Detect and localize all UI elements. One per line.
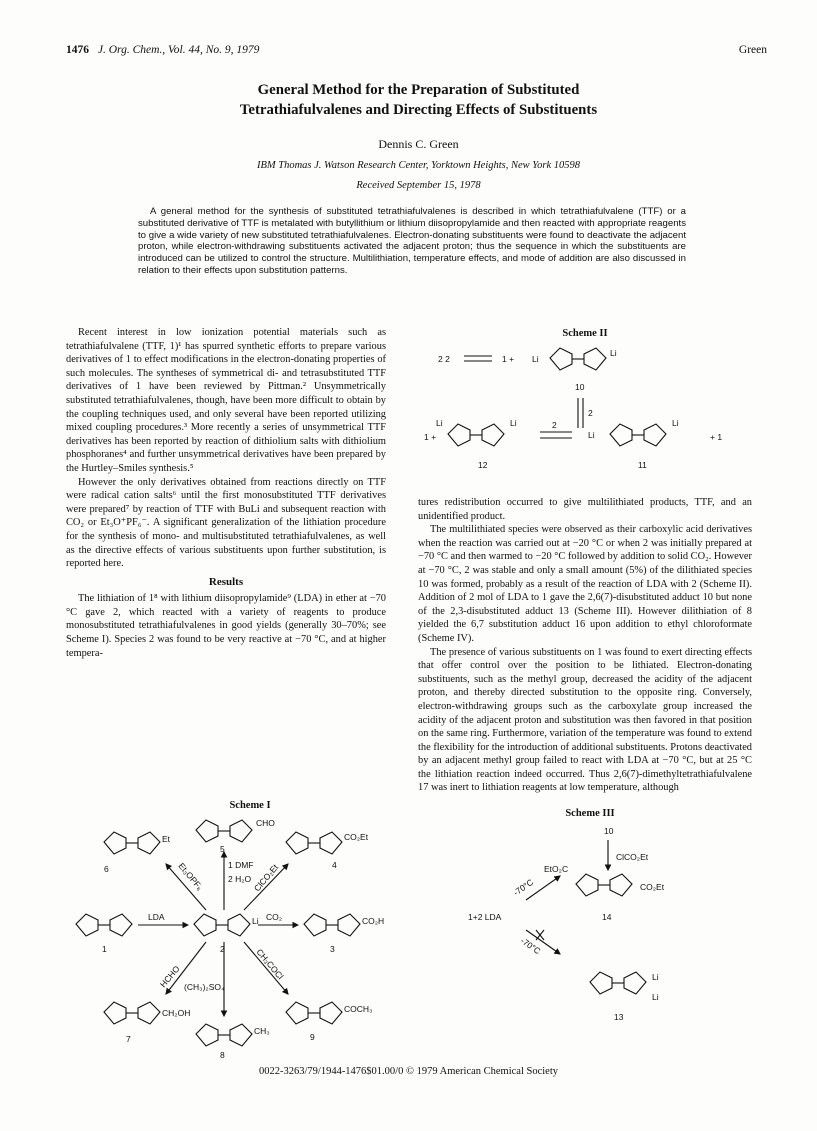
label-temp-1: -70°C xyxy=(511,876,536,898)
label-co2: CO₂ xyxy=(266,912,283,922)
label-clco2et: ClCO₂Et xyxy=(251,862,281,894)
compound-3: 3 xyxy=(330,944,335,954)
footer-copyright: 0022-3263/79/1944-1476$01.00/0 © 1979 American Chemical Society xyxy=(258,1066,559,1077)
ttf-8 xyxy=(196,1024,252,1046)
left-column xyxy=(66,326,386,660)
compound-2: 2 xyxy=(220,944,225,954)
received-date: Received September 15, 1978 xyxy=(356,180,481,191)
title-line-2: Tetrathiafulvalenes and Directing Effects of Substituents xyxy=(239,102,598,118)
paragraph-derivatives: However the only derivatives obtained from reactions directly on TTF were radical cation salts⁶ until the first monosubstituted TTF derivatives were prepared⁷ by reaction of TTF with BuLi and subsequent reaction with CO₂ or Et₃O⁺PF₆⁻. A significant generalization of the lithiation procedure for the synthesis of mono- and multisubstituted tetrathiafulvalenes, as well as the directive effects of various substituents upon further substitution, is reported here. xyxy=(66,476,386,570)
scheme-3-title: Scheme III xyxy=(565,808,615,819)
label-li: Li xyxy=(610,348,617,358)
label-arrow-2: 2 xyxy=(588,408,593,418)
compound-10: 10 xyxy=(604,826,614,836)
ttf-11 xyxy=(610,424,666,446)
compound-12: 12 xyxy=(478,460,488,470)
label-2-2: 2 2 xyxy=(438,354,450,364)
paragraph-intro: Recent interest in low ionization potential materials such as tetrathiafulvalene (TTF, 1)¹ has spurred synthetic efforts to prepare various derivatives of 1 to effect modifications in the electron-donating properties of such molecules. The syntheses of symmetrical di- and tetrasubstituted TTF derivatives of 1 have been reviewed by Pittman.² Unsymmetrically substituted tetrathiafulvalenes, though, have been more difficult to obtain by the coupling techniques used, and only several have been reported utilizing mixed coupling procedures.³ More recently a series of unsymmetrical TTF derivatives has been reported by reaction of dithiolium salts with dithiolium phosphoranes⁴ and further unsymmetrical derivatives have been prepared by the Hurtley–Smiles synthesis.⁵ xyxy=(66,327,386,474)
scheme-2-title: Scheme II xyxy=(562,328,608,339)
label-co2et: CO₂Et xyxy=(640,882,665,892)
ttf-12 xyxy=(448,424,504,446)
title-line-1: General Method for the Preparation of Substituted xyxy=(257,82,580,98)
compound-14: 14 xyxy=(602,912,612,922)
label-temp-2: -70°C xyxy=(518,935,543,957)
label-li: Li xyxy=(252,916,259,926)
label-ch3: CH₃ xyxy=(254,1026,270,1036)
label-arrow-2b: 2 xyxy=(552,420,557,430)
label-co2h: CO₂H xyxy=(362,916,385,926)
ttf-6 xyxy=(104,832,160,854)
paragraph-multilithiated: The multilithiated species were observed as their carboxylic acid derivatives when the reaction was carried out at −20 °C or when 2 was initially prepared at −70 °C and then warmed to −20 °C followed by addition to solid CO₂. However at −70 °C, 2 was stable and only a small amount (5%) of the dilithiated species 10 was formed, probably as a result of the reaction of LDA with 2 (Scheme II). Addition of 2 mol of LDA to 1 gave the 2,6(7)-disubstituted adduct 10 but none of the 2,3-disubstituted adduct 13 (Scheme III). However dilithiation of 8 yielded the 6,7 substitution adduct 16 upon addition to ethyl chloroformate (Scheme IV). xyxy=(418,524,752,644)
label-ch3cocl: CH₃COCl xyxy=(254,946,286,982)
label-clco2et: ClCO₂Et xyxy=(616,852,649,862)
label-h2o: 2 H₂O xyxy=(228,874,252,884)
compound-13: 13 xyxy=(614,1012,624,1022)
results-heading: Results xyxy=(208,575,244,588)
compound-5: 5 xyxy=(220,844,225,854)
running-header xyxy=(66,44,767,60)
compound-1: 1 xyxy=(102,944,107,954)
label-et3opf6: Et₃OPF₆ xyxy=(176,860,205,893)
label-hcho: HCHO xyxy=(157,963,182,990)
label-li: Li xyxy=(652,972,659,982)
label-1-2-lda: 1+2 LDA xyxy=(468,912,502,922)
ttf-3 xyxy=(304,914,360,936)
label-coch3: COCH₃ xyxy=(344,1004,373,1014)
running-author: Green xyxy=(738,44,767,56)
label-cho: CHO xyxy=(256,818,275,828)
label-et: Et xyxy=(162,834,171,844)
paragraph-directing-effects: The presence of various substituents on 1 was found to exert directing effects that offer control over the position to be lithiated. Electron-donating substituents, such as the methyl group, decreased the acidity of the adjacent proton, and thereby directed substitution to the opposite ring. Conversely, electron-withdrawing groups such as the carboxylate group increased the acidity of the adjacent proton and substitution was then favored in that position on the same ring. Furthermore, variation of the temperature was found to extend the flexibility for the introduction of additional substituents. Protons deactivated by an adjacent methyl group failed to react with LDA at −70 °C, but at 25 °C the lithiation reaction indeed occurred. Thus 2,6(7)-dimethyltetrathiafulvalene 17 was inert to lithiation reagents at low temperature, although xyxy=(418,646,752,794)
label-ch2oh: CH₂OH xyxy=(162,1008,191,1018)
label-plus-1-right: + 1 xyxy=(710,432,723,442)
label-li: Li xyxy=(672,418,679,428)
compound-8: 8 xyxy=(220,1050,225,1060)
journal-citation: J. Org. Chem., Vol. 44, No. 9, 1979 xyxy=(97,44,260,56)
ttf-7 xyxy=(104,1002,160,1024)
label-dmf: 1 DMF xyxy=(228,860,254,870)
affiliation: IBM Thomas J. Watson Research Center, Yorktown Heights, New York 10598 xyxy=(256,160,581,171)
ttf-10 xyxy=(550,348,606,370)
paragraph-lithiation: The lithiation of 1⁸ with lithium diisopropylamide⁹ (LDA) in ether at −70 °C gave 2, which reacted with a variety of reagents to produce monosubstituted tetrathiafulvalenes in good yields (generally 30–70%; see Scheme I). Species 2 was found to be very reactive at −70 °C, and at higher tempera- xyxy=(66,593,386,659)
compound-11: 11 xyxy=(638,460,647,470)
ttf-13 xyxy=(590,972,646,994)
label-co2et: CO₂Et xyxy=(344,832,369,842)
ttf-4 xyxy=(286,832,342,854)
scheme-1-title: Scheme I xyxy=(229,800,271,811)
label-li: Li xyxy=(652,992,659,1002)
compound-7: 7 xyxy=(126,1034,131,1044)
ttf-9 xyxy=(286,1002,342,1024)
label-li: Li xyxy=(588,430,595,440)
author: Dennis C. Green xyxy=(378,137,459,151)
scheme-3-diagram xyxy=(440,820,740,1056)
label-1-plus-left: 1 + xyxy=(424,432,437,442)
ttf-14 xyxy=(576,874,632,896)
paragraph-redistribution: tures redistribution occurred to give multilithiated products, TTF, and an unidentified product. xyxy=(418,497,752,522)
abstract: A general method for the synthesis of substituted tetrathiafulvalenes is described in which tetrathiafulvalene (TTF) or a substituted derivative of TTF is metalated with butyllithium or lithium diisopropylamide and then reacted with appropriate reagents to give a wide variety of new substituted tetrathiafulvalenes. Electron-donating substituents were found to deactivate the adjacent proton, while electron-withdrawing substituents activated the adjacent proton; thus the sequence in which the substituents are introduced can be utilized to control the structure. Multilithiation, temperature effects, and mode of addition are also discussed in relation to their effects upon substitution patterns. xyxy=(138,206,686,276)
compound-10: 10 xyxy=(575,382,585,392)
label-li: Li xyxy=(436,418,443,428)
right-column xyxy=(418,496,752,795)
label-1-plus: 1 + xyxy=(502,354,515,364)
compound-9: 9 xyxy=(310,1032,315,1042)
compound-4: 4 xyxy=(332,860,337,870)
ttf-1 xyxy=(76,914,132,936)
article-title xyxy=(60,80,777,120)
scheme-1-diagram xyxy=(66,812,396,1062)
label-li: Li xyxy=(532,354,539,364)
page-number: 1476 xyxy=(66,44,89,56)
label-me2so4: (CH₃)₂SO₄ xyxy=(184,982,225,992)
ttf-2 xyxy=(194,914,250,936)
ttf-5 xyxy=(196,820,252,842)
label-lda: LDA xyxy=(148,912,165,922)
label-eto2c: EtO₂C xyxy=(544,864,569,874)
scheme-2-diagram xyxy=(420,342,750,492)
label-li: Li xyxy=(510,418,517,428)
compound-6: 6 xyxy=(104,864,109,874)
